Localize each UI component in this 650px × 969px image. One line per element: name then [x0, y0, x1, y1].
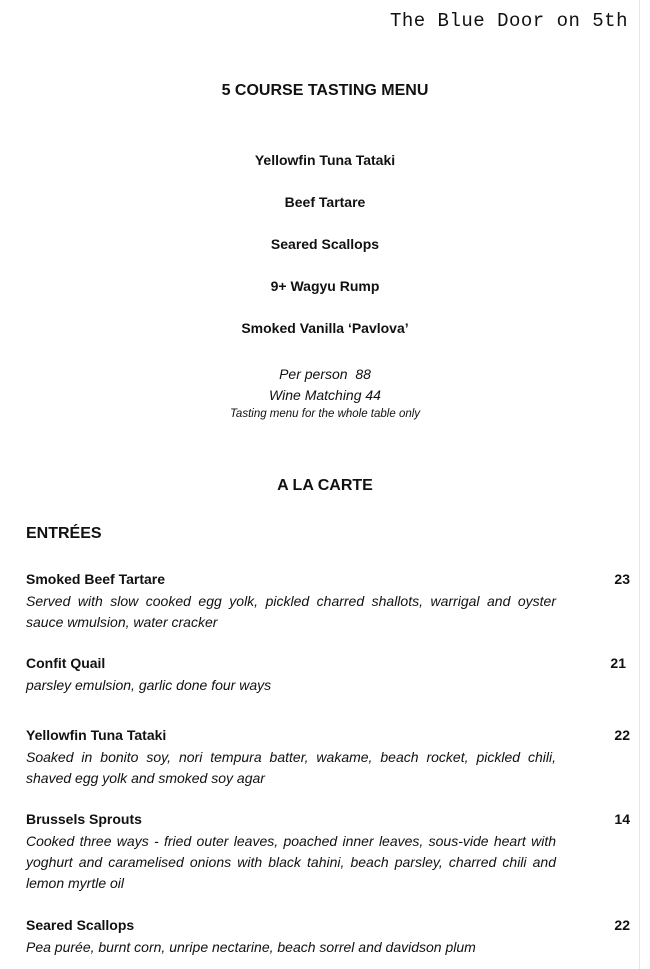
- menu-item: [26, 654, 630, 696]
- menu-item-name: Yellowfin Tuna Tataki: [26, 727, 167, 743]
- menu-item: [26, 810, 630, 894]
- menu-item-price: 14: [614, 811, 630, 827]
- menu-item-name: Brussels Sprouts: [26, 811, 142, 827]
- tasting-course: Yellowfin Tuna Tataki: [254, 152, 396, 168]
- menu-item-price: 21: [610, 655, 626, 671]
- menu-item-name: Confit Quail: [26, 655, 106, 671]
- menu-item-price: 22: [614, 727, 630, 743]
- menu-item-price: 23: [614, 571, 630, 587]
- menu-item: [26, 570, 630, 633]
- a-la-carte-title: A LA CARTE: [277, 477, 373, 494]
- tasting-course: Seared Scallops: [270, 236, 380, 252]
- tasting-menu-title: 5 COURSE TASTING MENU: [221, 82, 429, 99]
- menu-item-description: Cooked three ways - fried outer leaves, poached inner leaves, sous-vide heart with yoghurt and caramelised onions with black tahini, beach parsley, charred chili and lemon myrtle oil: [26, 833, 556, 891]
- tasting-course: Smoked Vanilla ‘Pavlova’: [241, 320, 409, 336]
- menu-item-name: Smoked Beef Tartare: [26, 571, 166, 587]
- menu-item-description: Soaked in bonito soy, nori tempura batter, wakame, beach rocket, pickled chili, shaved egg yolk and smoked soy agar: [26, 749, 556, 786]
- tasting-course: Beef Tartare: [284, 194, 366, 210]
- menu-item-description: Served with slow cooked egg yolk, pickled charred shallots, warrigal and oyster sauce wmulsion, water cracker: [26, 593, 556, 630]
- menu-item-name: Seared Scallops: [26, 917, 135, 933]
- menu-item: [26, 916, 630, 958]
- tasting-note: Tasting menu for the whole table only: [229, 408, 421, 420]
- menu-item-description: Pea purée, burnt corn, unripe nectarine, beach sorrel and davidson plum: [26, 939, 476, 955]
- restaurant-name: The Blue Door on 5th: [389, 10, 628, 32]
- tasting-wine-matching: Wine Matching 44: [269, 387, 381, 403]
- menu-item: [26, 726, 630, 789]
- menu-item-price: 22: [614, 917, 630, 933]
- tasting-price-per-person: Per person 88: [279, 366, 371, 382]
- entrees-section-title: ENTRÉES: [26, 525, 102, 542]
- tasting-course: 9+ Wagyu Rump: [270, 278, 380, 294]
- menu-item-description: parsley emulsion, garlic done four ways: [26, 677, 272, 693]
